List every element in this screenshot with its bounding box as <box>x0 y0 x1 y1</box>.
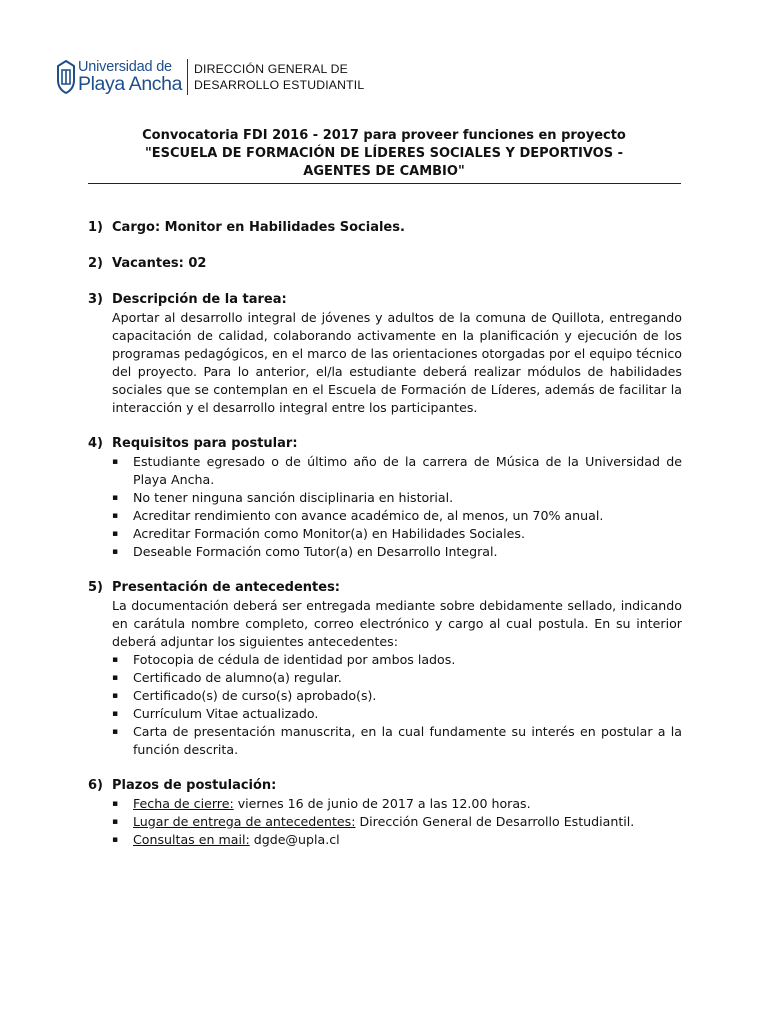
bullet-icon: ▪ <box>112 529 119 539</box>
bullet-icon: ▪ <box>112 673 119 683</box>
section-title: Presentación de antecedentes: <box>112 580 341 595</box>
section-heading <box>88 435 682 453</box>
dept-line2: DESARROLLO ESTUDIANTIL <box>194 78 365 92</box>
section-requisitos <box>88 435 682 561</box>
section-title: Requisitos para postular: <box>112 436 298 451</box>
section-descripcion <box>88 291 682 417</box>
bullet-icon: ▪ <box>112 547 119 557</box>
section-title: Plazos de postulación: <box>112 778 277 793</box>
list-item-text: Acreditar rendimiento con avance académico de, al menos, un 70% anual. <box>133 508 604 523</box>
list-item-text: Currículum Vitae actualizado. <box>133 706 319 721</box>
deadline-label: Lugar de entrega de antecedentes: <box>133 814 356 829</box>
bullet-icon: ▪ <box>112 511 119 521</box>
section-number: 2) <box>88 256 103 271</box>
list-item <box>112 489 682 507</box>
section-number: 4) <box>88 436 103 451</box>
section-heading <box>88 291 682 309</box>
title-rule <box>88 183 681 184</box>
list-item <box>112 525 682 543</box>
list-item-text: Carta de presentación manuscrita, en la cual fundamente su interés en postular a la función descrita. <box>133 724 682 757</box>
list-item <box>112 507 682 525</box>
header-divider <box>187 59 188 95</box>
bullet-icon: ▪ <box>112 799 119 809</box>
section-heading <box>88 777 682 795</box>
header <box>57 58 364 96</box>
list-item-text: Certificado de alumno(a) regular. <box>133 670 342 685</box>
list-item <box>112 705 682 723</box>
section-heading <box>88 579 682 597</box>
bullet-icon: ▪ <box>112 457 119 467</box>
section-heading <box>88 219 682 237</box>
document-title <box>88 127 680 181</box>
bullet-icon: ▪ <box>112 493 119 503</box>
list-item-text: Deseable Formación como Tutor(a) en Desarrollo Integral. <box>133 544 498 559</box>
requirements-list <box>112 453 682 561</box>
section-number: 5) <box>88 580 103 595</box>
bullet-icon: ▪ <box>112 727 119 737</box>
deadline-label: Fecha de cierre: <box>133 796 234 811</box>
list-item-text: Estudiante egresado o de último año de la carrera de Música de la Universidad de Playa Ancha. <box>133 454 682 487</box>
university-shield-icon <box>57 60 75 94</box>
bullet-icon: ▪ <box>112 817 119 827</box>
logo-line2: Playa Ancha <box>78 73 183 95</box>
section-title: Descripción de la tarea: <box>112 292 287 307</box>
section-paragraph: La documentación deberá ser entregada mediante sobre debidamente sellado, indicando en carátula nombre completo, correo electrónico y cargo al cual postula. En su interior deberá adjuntar los siguientes antecedentes: <box>112 598 682 649</box>
section-heading <box>88 255 682 273</box>
title-line2: "ESCUELA DE FORMACIÓN DE LÍDERES SOCIALES Y DEPORTIVOS - <box>145 146 623 161</box>
university-logo <box>78 60 182 95</box>
list-item-text: Acreditar Formación como Monitor(a) en Habilidades Sociales. <box>133 526 525 541</box>
section-number: 3) <box>88 292 103 307</box>
list-item <box>112 831 682 849</box>
section-title: Cargo: Monitor en Habilidades Sociales. <box>112 220 405 235</box>
bullet-icon: ▪ <box>112 655 119 665</box>
title-line1: Convocatoria FDI 2016 - 2017 para proveer funciones en proyecto <box>142 128 626 143</box>
list-item <box>112 651 682 669</box>
list-item <box>112 453 682 489</box>
list-item-text: No tener ninguna sanción disciplinaria en historial. <box>133 490 454 505</box>
bullet-icon: ▪ <box>112 709 119 719</box>
section-title: Vacantes: 02 <box>112 256 207 271</box>
section-paragraph: Aportar al desarrollo integral de jóvenes y adultos de la comuna de Quillota, entregando capacitación de calidad, colaborando activamente en la planificación y ejecución de los programas pedagógicos, en el marco de las orientaciones otorgadas por el equipo técnico del proyecto. Para lo anterior, el/la estudiante deberá realizar módulos de habilidades sociales que se contemplan en el Escuela de Formación de Líderes, además de facilitar la interacción y el desarrollo integral entre los participantes. <box>112 310 682 415</box>
list-item-text: Fotocopia de cédula de identidad por ambos lados. <box>133 652 456 667</box>
documents-list <box>112 651 682 759</box>
section-antecedentes <box>88 579 682 759</box>
section-number: 6) <box>88 778 103 793</box>
list-item <box>112 723 682 759</box>
bullet-icon: ▪ <box>112 691 119 701</box>
title-line3: AGENTES DE CAMBIO" <box>303 164 465 179</box>
logo-line1: Universidad de <box>78 58 172 75</box>
list-item <box>112 813 682 831</box>
deadline-label: Consultas en mail: <box>133 832 250 847</box>
list-item <box>112 687 682 705</box>
section-plazos <box>88 777 682 849</box>
deadline-value: viernes 16 de junio de 2017 a las 12.00 horas. <box>233 796 531 811</box>
dept-line1: DIRECCIÓN GENERAL DE <box>194 62 348 76</box>
list-item-text: Certificado(s) de curso(s) aprobado(s). <box>133 688 377 703</box>
bullet-icon: ▪ <box>112 835 119 845</box>
list-item <box>112 669 682 687</box>
deadlines-list <box>112 795 682 849</box>
section-number: 1) <box>88 220 103 235</box>
document-body <box>88 219 682 867</box>
department-name <box>194 61 364 93</box>
list-item <box>112 795 682 813</box>
deadline-value: Dirección General de Desarrollo Estudiantil. <box>355 814 635 829</box>
section-vacantes <box>88 255 682 273</box>
list-item <box>112 543 682 561</box>
contact-email[interactable]: dgde@upla.cl <box>249 832 340 847</box>
section-cargo <box>88 219 682 237</box>
